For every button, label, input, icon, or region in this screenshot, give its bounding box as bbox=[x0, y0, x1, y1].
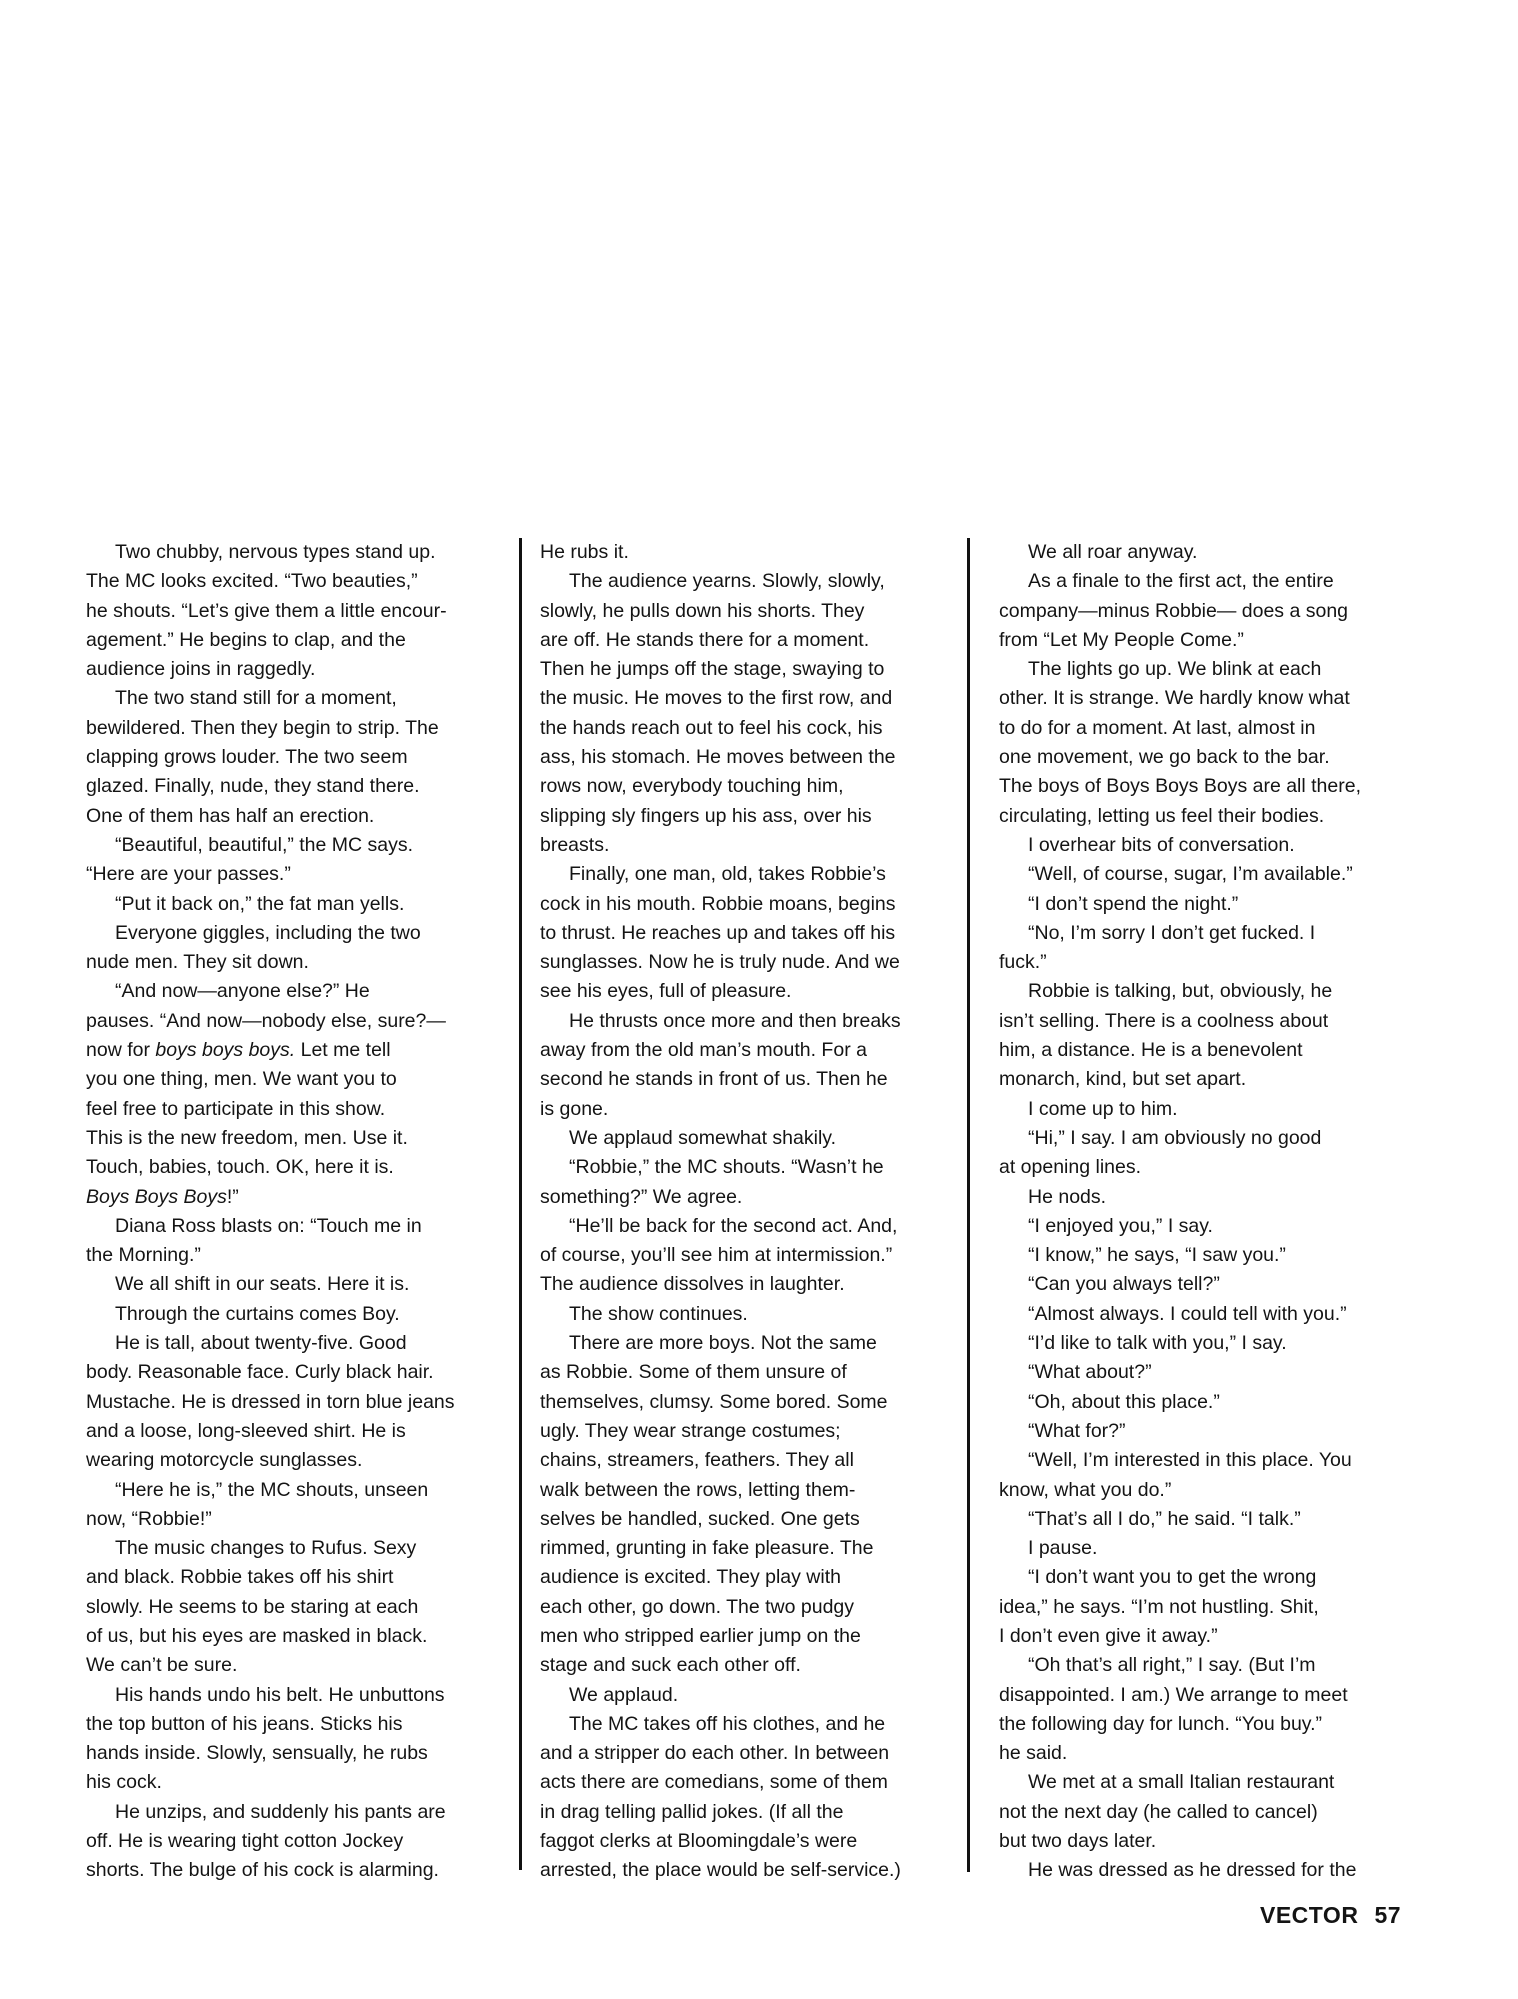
text-line: “Put it back on,” the fat man yells. bbox=[115, 892, 405, 915]
paragraph bbox=[999, 1124, 1419, 1183]
text-line: isn’t selling. There is a coolness about bbox=[999, 1009, 1329, 1032]
text-line: I pause. bbox=[1028, 1537, 1098, 1560]
text-line: acts there are comedians, some of them bbox=[540, 1771, 888, 1794]
text-line: “What for?” bbox=[1028, 1419, 1126, 1442]
text-line: see his eyes, full of pleasure. bbox=[540, 980, 792, 1003]
text-line: the music. He moves to the first row, and bbox=[540, 687, 893, 710]
text-line: fuck.” bbox=[999, 951, 1047, 974]
text-line: as Robbie. Some of them unsure of bbox=[540, 1361, 847, 1384]
text-line: The lights go up. We blink at each bbox=[1028, 658, 1322, 681]
text-line: stage and suck each other off. bbox=[540, 1654, 801, 1677]
text-line: “Almost always. I could tell with you.” bbox=[1028, 1302, 1347, 1325]
text-line: know, what you do.” bbox=[999, 1478, 1172, 1501]
text-line: We all shift in our seats. Here it is. bbox=[115, 1273, 410, 1296]
text-line: him, a distance. He is a benevolent bbox=[999, 1039, 1303, 1062]
text-line: The audience dissolves in laughter. bbox=[540, 1273, 845, 1296]
paragraph bbox=[86, 890, 506, 919]
text-line: The MC looks excited. “Two beauties,” bbox=[86, 570, 418, 593]
text-line: “I’d like to talk with you,” I say. bbox=[1028, 1332, 1287, 1355]
paragraph bbox=[999, 1856, 1419, 1885]
text-line: bewildered. Then they begin to strip. The bbox=[86, 716, 439, 739]
text-line: slowly. He seems to be staring at each bbox=[86, 1595, 419, 1618]
text-line: you one thing, men. We want you to bbox=[86, 1068, 397, 1091]
text-line: The show continues. bbox=[569, 1302, 748, 1325]
paragraph bbox=[540, 1329, 960, 1681]
paragraph bbox=[86, 684, 506, 830]
text-line: The MC takes off his clothes, and he bbox=[569, 1712, 886, 1735]
text-line: “Oh that’s all right,” I say. (But I’m bbox=[1028, 1654, 1316, 1677]
paragraph bbox=[999, 1212, 1419, 1241]
text-line: “Here he is,” the MC shouts, unseen bbox=[115, 1478, 429, 1501]
text-line: pauses. “And now—nobody else, sure?— bbox=[86, 1009, 446, 1032]
paragraph bbox=[86, 1798, 506, 1886]
paragraph bbox=[540, 1007, 960, 1124]
text-line: We met at a small Italian restaurant bbox=[1028, 1771, 1335, 1794]
text-line: second he stands in front of us. Then he bbox=[540, 1068, 888, 1091]
paragraph bbox=[86, 1270, 506, 1299]
text-line: I don’t even give it away.” bbox=[999, 1624, 1218, 1647]
text-line: There are more boys. Not the same bbox=[569, 1332, 877, 1355]
magazine-name: VECTOR bbox=[1260, 1902, 1359, 1928]
text-line: of us, but his eyes are masked in black. bbox=[86, 1624, 428, 1647]
text-line: “Well, I’m interested in this place. You bbox=[1028, 1449, 1352, 1472]
page-footer bbox=[1260, 1902, 1417, 1929]
paragraph bbox=[999, 919, 1419, 978]
text-line: He unzips, and suddenly his pants are bbox=[115, 1800, 446, 1823]
paragraph bbox=[999, 655, 1419, 831]
text-span: now for bbox=[86, 1039, 156, 1062]
text-line: is gone. bbox=[540, 1097, 609, 1120]
text-line: “He’ll be back for the second act. And, bbox=[569, 1214, 898, 1237]
text-line: he said. bbox=[999, 1742, 1068, 1765]
text-line: ass, his stomach. He moves between the bbox=[540, 746, 896, 769]
paragraph bbox=[540, 1710, 960, 1886]
paragraph bbox=[86, 919, 506, 978]
text-line: and a loose, long-sleeved shirt. He is bbox=[86, 1419, 406, 1442]
paragraph bbox=[86, 1476, 506, 1535]
text-line: sunglasses. Now he is truly nude. And we bbox=[540, 951, 900, 974]
paragraph bbox=[999, 1534, 1419, 1563]
text-line: “No, I’m sorry I don’t get fucked. I bbox=[1028, 921, 1316, 944]
text-line: one movement, we go back to the bar. bbox=[999, 746, 1330, 769]
text-line: he shouts. “Let’s give them a little encour- bbox=[86, 599, 447, 622]
text-line: We applaud. bbox=[569, 1683, 679, 1706]
text-line: and black. Robbie takes off his shirt bbox=[86, 1566, 394, 1589]
text-line: “And now—anyone else?” He bbox=[115, 980, 370, 1003]
text-line: Everyone giggles, including the two bbox=[115, 921, 421, 944]
text-line: His hands undo his belt. He unbuttons bbox=[115, 1683, 445, 1706]
paragraph bbox=[86, 1329, 506, 1475]
paragraph bbox=[999, 831, 1419, 860]
text-line: He thrusts once more and then breaks bbox=[569, 1009, 901, 1032]
column-divider bbox=[967, 538, 970, 1872]
article-column-2 bbox=[540, 538, 960, 1886]
paragraph bbox=[999, 1417, 1419, 1446]
text-line: “I don’t want you to get the wrong bbox=[1028, 1566, 1317, 1589]
text-line: feel free to participate in this show. bbox=[86, 1097, 386, 1120]
paragraph bbox=[999, 1563, 1419, 1651]
text-line: slipping sly fingers up his ass, over his bbox=[540, 804, 872, 827]
paragraph bbox=[86, 977, 506, 1211]
text-line: The music changes to Rufus. Sexy bbox=[115, 1537, 417, 1560]
paragraph bbox=[999, 977, 1419, 1094]
paragraph bbox=[540, 1212, 960, 1300]
text-line: off. He is wearing tight cotton Jockey bbox=[86, 1830, 404, 1853]
text-line: away from the old man’s mouth. For a bbox=[540, 1039, 867, 1062]
text-line: audience joins in raggedly. bbox=[86, 658, 316, 681]
text-line: body. Reasonable face. Curly black hair. bbox=[86, 1361, 434, 1384]
text-line: rows now, everybody touching him, bbox=[540, 775, 844, 798]
text-line: The audience yearns. Slowly, slowly, bbox=[569, 570, 885, 593]
paragraph bbox=[540, 538, 960, 567]
article-column-3 bbox=[999, 538, 1419, 1886]
text-line: not the next day (he called to cancel) bbox=[999, 1800, 1318, 1823]
paragraph bbox=[999, 1768, 1419, 1856]
text-line: I overhear bits of conversation. bbox=[1028, 833, 1295, 856]
text-line: I come up to him. bbox=[1028, 1097, 1178, 1120]
paragraph bbox=[86, 831, 506, 890]
text-line: We all roar anyway. bbox=[1028, 541, 1198, 563]
text-line: ugly. They wear strange costumes; bbox=[540, 1419, 841, 1442]
text-line: the Morning.” bbox=[86, 1244, 201, 1267]
text-line: the following day for lunch. “You buy.” bbox=[999, 1712, 1323, 1735]
paragraph bbox=[999, 538, 1419, 567]
text-line: monarch, kind, but set apart. bbox=[999, 1068, 1247, 1091]
text-line: of course, you’ll see him at intermission.” bbox=[540, 1244, 893, 1267]
paragraph bbox=[86, 538, 506, 684]
text-line: The boys of Boys Boys Boys are all there, bbox=[999, 775, 1362, 798]
text-line: from “Let My People Come.” bbox=[999, 628, 1244, 651]
text-line: shorts. The bulge of his cock is alarming. bbox=[86, 1859, 439, 1882]
text-line: He was dressed as he dressed for the bbox=[1028, 1859, 1357, 1882]
text-line: agement.” He begins to clap, and the bbox=[86, 628, 406, 651]
text-line: slowly, he pulls down his shorts. They bbox=[540, 599, 865, 622]
text-line: glazed. Finally, nude, they stand there. bbox=[86, 775, 420, 798]
column-divider bbox=[519, 538, 522, 1870]
text-line: other. It is strange. We hardly know what bbox=[999, 687, 1350, 710]
text-line: his cock. bbox=[86, 1771, 162, 1794]
text-line: the top button of his jeans. Sticks his bbox=[86, 1712, 403, 1735]
text-line: We can’t be sure. bbox=[86, 1654, 238, 1677]
text-line: wearing motorcycle sunglasses. bbox=[86, 1449, 363, 1472]
text-line: breasts. bbox=[540, 833, 610, 856]
text-line: As a finale to the first act, the entire bbox=[1028, 570, 1334, 593]
text-line: He rubs it. bbox=[540, 541, 629, 563]
paragraph bbox=[999, 1505, 1419, 1534]
paragraph bbox=[86, 1681, 506, 1798]
text-line: in drag telling pallid jokes. (If all the bbox=[540, 1800, 844, 1823]
text-line: “Well, of course, sugar, I’m available.” bbox=[1028, 863, 1353, 886]
text-line: “I know,” he says, “I saw you.” bbox=[1028, 1244, 1286, 1267]
text-line: “Robbie,” the MC shouts. “Wasn’t he bbox=[569, 1156, 884, 1179]
text-line: faggot clerks at Bloomingdale’s were bbox=[540, 1830, 858, 1853]
text-line: the hands reach out to feel his cock, his bbox=[540, 716, 883, 739]
text-line: men who stripped earlier jump on the bbox=[540, 1624, 861, 1647]
text-line: Then he jumps off the stage, swaying to bbox=[540, 658, 885, 681]
text-line: Touch, babies, touch. OK, here it is. bbox=[86, 1156, 394, 1179]
text-line: walk between the rows, letting them- bbox=[540, 1478, 856, 1501]
text-line: “Here are your passes.” bbox=[86, 863, 291, 886]
paragraph bbox=[999, 1270, 1419, 1299]
text-line: He is tall, about twenty-five. Good bbox=[115, 1332, 407, 1355]
paragraph bbox=[999, 567, 1419, 655]
text-line: He nods. bbox=[1028, 1185, 1107, 1208]
text-line: Finally, one man, old, takes Robbie’s bbox=[569, 863, 886, 886]
text-line: “Can you always tell?” bbox=[1028, 1273, 1220, 1296]
text-line: to thrust. He reaches up and takes off his bbox=[540, 921, 896, 944]
paragraph bbox=[86, 1534, 506, 1680]
text-line: “That’s all I do,” he said. “I talk.” bbox=[1028, 1507, 1301, 1530]
text-line: arrested, the place would be self-service.) bbox=[540, 1859, 901, 1882]
text-line: Two chubby, nervous types stand up. bbox=[115, 541, 436, 563]
text-line: to do for a moment. At last, almost in bbox=[999, 716, 1316, 739]
text-span: !” bbox=[226, 1185, 239, 1208]
italic-text: boys boys boys. bbox=[155, 1039, 296, 1062]
paragraph bbox=[540, 567, 960, 860]
text-line: “Oh, about this place.” bbox=[1028, 1390, 1220, 1413]
paragraph bbox=[540, 1300, 960, 1329]
paragraph bbox=[999, 1241, 1419, 1270]
text-line: selves be handled, sucked. One gets bbox=[540, 1507, 860, 1530]
article-column-1 bbox=[86, 538, 506, 1886]
text-span: Let me tell bbox=[295, 1039, 391, 1062]
text-line: and a stripper do each other. In between bbox=[540, 1742, 890, 1765]
text-line: We applaud somewhat shakily. bbox=[569, 1126, 837, 1149]
text-line: but two days later. bbox=[999, 1830, 1157, 1853]
text-line: “Hi,” I say. I am obviously no good bbox=[1028, 1126, 1322, 1149]
text-line: This is the new freedom, men. Use it. bbox=[86, 1126, 408, 1149]
text-line: are off. He stands there for a moment. bbox=[540, 628, 870, 651]
text-line: cock in his mouth. Robbie moans, begins bbox=[540, 892, 896, 915]
text-line: “Beautiful, beautiful,” the MC says. bbox=[115, 833, 414, 856]
paragraph bbox=[999, 860, 1419, 889]
paragraph bbox=[540, 1681, 960, 1710]
italic-text: Boys Boys Boys bbox=[86, 1185, 227, 1208]
text-line: One of them has half an erection. bbox=[86, 804, 375, 827]
paragraph bbox=[86, 1300, 506, 1329]
paragraph bbox=[540, 860, 960, 1006]
text-line: company—minus Robbie— does a song bbox=[999, 599, 1349, 622]
text-line: Mustache. He is dressed in torn blue jeans bbox=[86, 1390, 455, 1413]
paragraph bbox=[999, 1388, 1419, 1417]
paragraph bbox=[999, 1358, 1419, 1387]
text-line: now, “Robbie!” bbox=[86, 1507, 212, 1530]
text-line: themselves, clumsy. Some bored. Some bbox=[540, 1390, 888, 1413]
paragraph bbox=[999, 1329, 1419, 1358]
text-line: hands inside. Slowly, sensually, he rubs bbox=[86, 1742, 428, 1765]
paragraph bbox=[540, 1153, 960, 1212]
paragraph bbox=[999, 1300, 1419, 1329]
text-line: chains, streamers, feathers. They all bbox=[540, 1449, 854, 1472]
text-line: idea,” he says. “I’m not hustling. Shit, bbox=[999, 1595, 1319, 1618]
text-line: Robbie is talking, but, obviously, he bbox=[1028, 980, 1333, 1003]
text-line: nude men. They sit down. bbox=[86, 951, 309, 974]
text-line: at opening lines. bbox=[999, 1156, 1142, 1179]
paragraph bbox=[999, 890, 1419, 919]
text-line: each other, go down. The two pudgy bbox=[540, 1595, 855, 1618]
text-line: audience is excited. They play with bbox=[540, 1566, 841, 1589]
paragraph bbox=[86, 1212, 506, 1271]
paragraph bbox=[999, 1446, 1419, 1505]
text-line bbox=[86, 1183, 506, 1212]
page-number: 57 bbox=[1374, 1902, 1402, 1928]
paragraph bbox=[999, 1095, 1419, 1124]
text-line: disappointed. I am.) We arrange to meet bbox=[999, 1683, 1348, 1706]
text-line: something?” We agree. bbox=[540, 1185, 743, 1208]
text-line: Through the curtains comes Boy. bbox=[115, 1302, 400, 1325]
text-line: Diana Ross blasts on: “Touch me in bbox=[115, 1214, 422, 1237]
text-line: “What about?” bbox=[1028, 1361, 1152, 1384]
paragraph bbox=[540, 1124, 960, 1153]
paragraph bbox=[999, 1183, 1419, 1212]
text-line: rimmed, grunting in fake pleasure. The bbox=[540, 1537, 874, 1560]
text-line: circulating, letting us feel their bodies. bbox=[999, 804, 1325, 827]
text-line: “I don’t spend the night.” bbox=[1028, 892, 1239, 915]
text-line: “I enjoyed you,” I say. bbox=[1028, 1214, 1213, 1237]
text-line bbox=[86, 1036, 506, 1065]
paragraph bbox=[999, 1651, 1419, 1768]
text-line: clapping grows louder. The two seem bbox=[86, 746, 408, 769]
text-line: The two stand still for a moment, bbox=[115, 687, 397, 710]
